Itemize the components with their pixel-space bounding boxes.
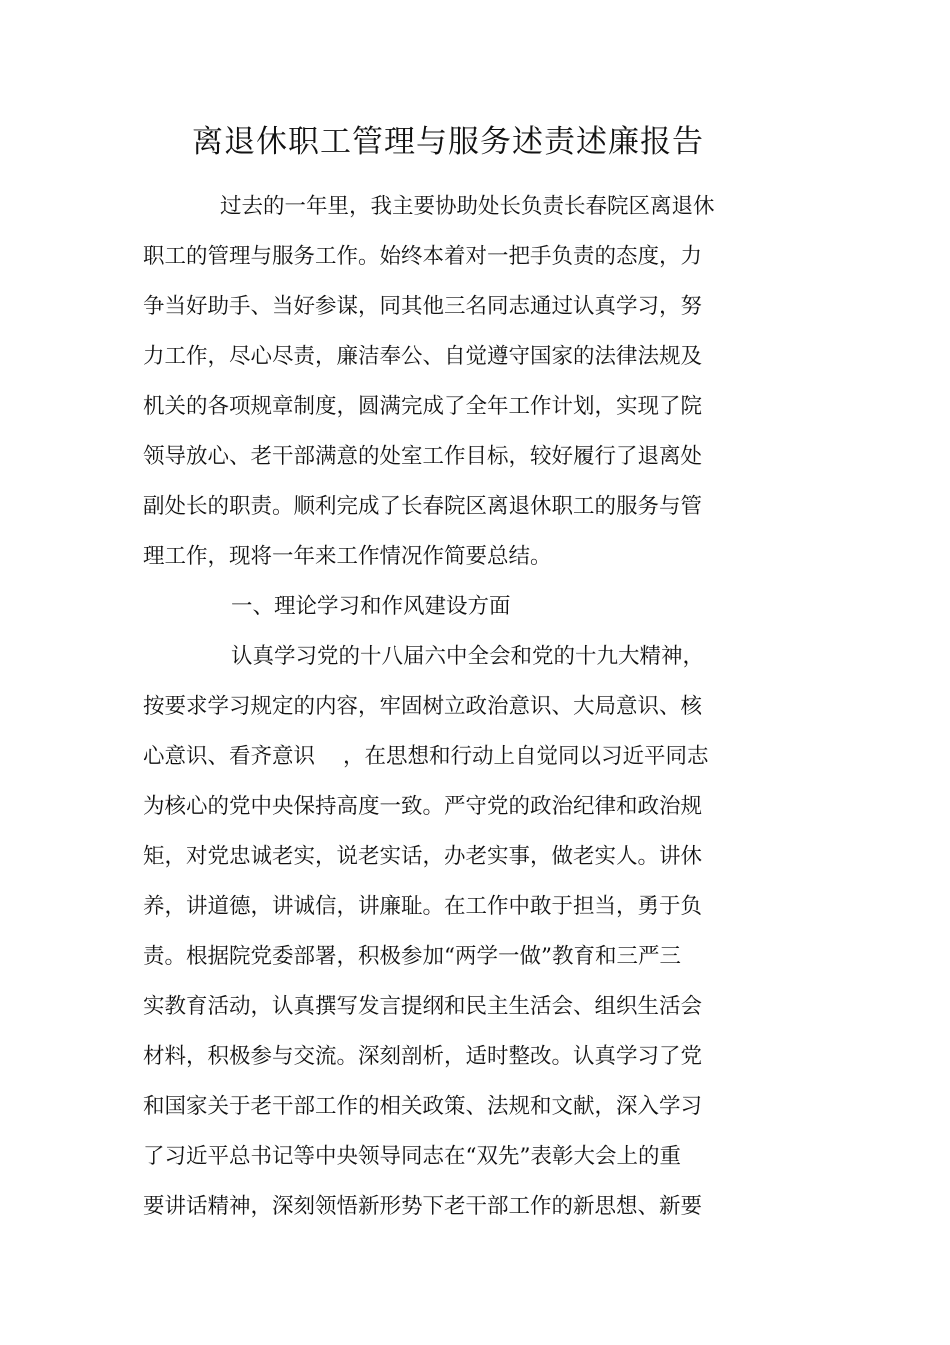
paragraph-line: 和国家关于老干部工作的相关政策、法规和文献，深入学习 <box>143 1094 703 1119</box>
paragraph-line: 实教育活动，认真撰写发言提纲和民主生活会、组织生活会 <box>143 994 703 1019</box>
paragraph-line: 了习近平总书记等中央领导同志在“双先”表彰大会上的重 <box>143 1144 681 1169</box>
section-heading: 一、理论学习和作风建设方面 <box>231 594 511 619</box>
paragraph-line: 过去的一年里，我主要协助处长负责长春院区离退休 <box>220 194 715 219</box>
paragraph-line: 副处长的职责。顺利完成了长春院区离退休职工的服务与管 <box>143 494 703 519</box>
paragraph-line: 职工的管理与服务工作。始终本着对一把手负责的态度，力 <box>143 244 703 269</box>
paragraph-line: 机关的各项规章制度，圆满完成了全年工作计划，实现了院 <box>143 394 703 419</box>
document-title: 离退休职工管理与服务述责述廉报告 <box>192 124 704 160</box>
paragraph-line: 领导放心、老干部满意的处室工作目标，较好履行了退离处 <box>143 444 703 469</box>
paragraph-line: 理工作，现将一年来工作情况作简要总结。 <box>143 544 552 569</box>
paragraph-line: 争当好助手、当好参谋，同其他三名同志通过认真学习，努 <box>143 294 703 319</box>
paragraph-line-part: ，在思想和行动上自觉同以习近平同志 <box>343 744 709 769</box>
paragraph-line: 力工作，尽心尽责，廉洁奉公、自觉遵守国家的法律法规及 <box>143 344 703 369</box>
paragraph-line: 矩，对党忠诚老实，说老实话，办老实事，做老实人。讲休 <box>143 844 703 869</box>
paragraph-line-part: 心意识、看齐意识 <box>143 744 316 769</box>
paragraph-line: 为核心的党中央保持高度一致。严守党的政治纪律和政治规 <box>143 794 703 819</box>
paragraph-line: 按要求学习规定的内容，牢固树立政治意识、大局意识、核 <box>143 694 703 719</box>
document-body <box>143 187 763 1237</box>
paragraph-line: 要讲话精神，深刻领悟新形势下老干部工作的新思想、新要 <box>143 1194 703 1219</box>
paragraph-line: 养，讲道德，讲诚信，讲廉耻。在工作中敢于担当，勇于负 <box>143 894 703 919</box>
paragraph-line: 责。根据院党委部署，积极参加“两学一做”教育和三严三 <box>143 944 681 969</box>
paragraph-line: 认真学习党的十八届六中全会和党的十九大精神， <box>231 644 705 669</box>
paragraph-line: 材料，积极参与交流。深刻剖析，适时整改。认真学习了党 <box>143 1044 703 1069</box>
paragraph-line <box>143 737 763 787</box>
